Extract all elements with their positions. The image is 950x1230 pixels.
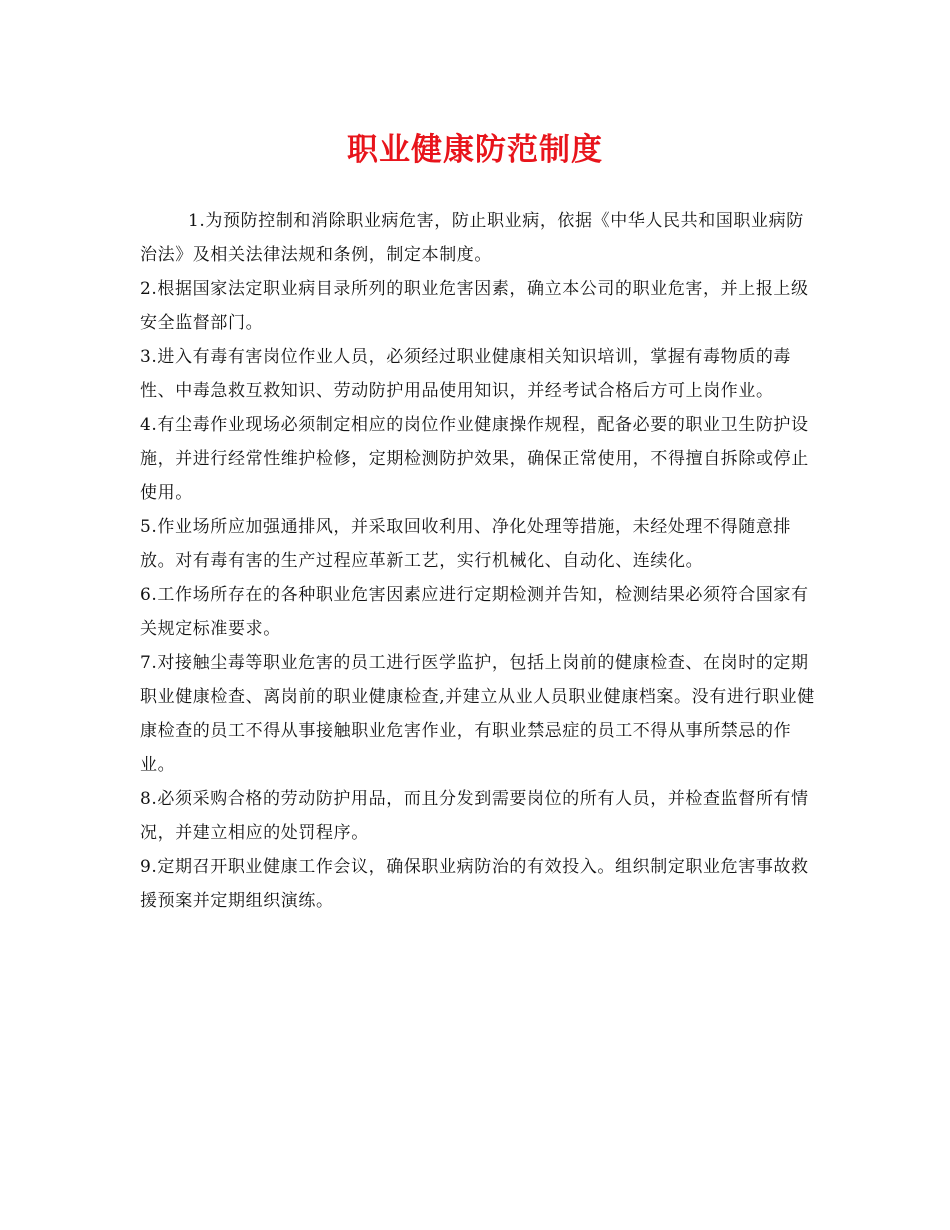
paragraph-6: 6.工作场所存在的各种职业危害因素应进行定期检测并告知，检测结果必须符合国家有关规定标准要求。 bbox=[140, 585, 809, 639]
paragraph-7: 7.对接触尘毒等职业危害的员工进行医学监护，包括上岗前的健康检查、在岗时的定期职业健康检查、离岗前的职业健康检查,并建立从业人员职业健康档案。没有进行职业健康检查的员工不得从事接触职业危害作业，有职业禁忌症的员工不得从事所禁忌的作业。 bbox=[140, 653, 815, 775]
paragraph-1: 1.为预防控制和消除职业病危害，防止职业病，依据《中华人民共和国职业病防治法》及相关法律法规和条例，制定本制度。 bbox=[140, 211, 804, 265]
paragraph-2: 2.根据国家法定职业病目录所列的职业危害因素，确立本公司的职业危害，并上报上级安全监督部门。 bbox=[140, 279, 809, 333]
document-title: 职业健康防范制度 bbox=[347, 132, 603, 168]
paragraph-4: 4.有尘毒作业现场必须制定相应的岗位作业健康操作规程，配备必要的职业卫生防护设施，并进行经常性维护检修，定期检测防护效果，确保正常使用，不得擅自拆除或停止使用。 bbox=[140, 415, 809, 503]
paragraph-9: 9.定期召开职业健康工作会议，确保职业病防治的有效投入。组织制定职业危害事故救援预案并定期组织演练。 bbox=[140, 857, 809, 911]
paragraph-5: 5.作业场所应加强通排风，并采取回收利用、净化处理等措施，未经处理不得随意排放。对有毒有害的生产过程应革新工艺，实行机械化、自动化、连续化。 bbox=[140, 517, 792, 571]
paragraph-3: 3.进入有毒有害岗位作业人员，必须经过职业健康相关知识培训，掌握有毒物质的毒性、中毒急救互救知识、劳动防护用品使用知识，并经考试合格后方可上岗作业。 bbox=[140, 347, 792, 401]
paragraph-8: 8.必须采购合格的劳动防护用品，而且分发到需要岗位的所有人员，并检查监督所有情况，并建立相应的处罚程序。 bbox=[140, 789, 809, 843]
document-body bbox=[140, 204, 816, 918]
